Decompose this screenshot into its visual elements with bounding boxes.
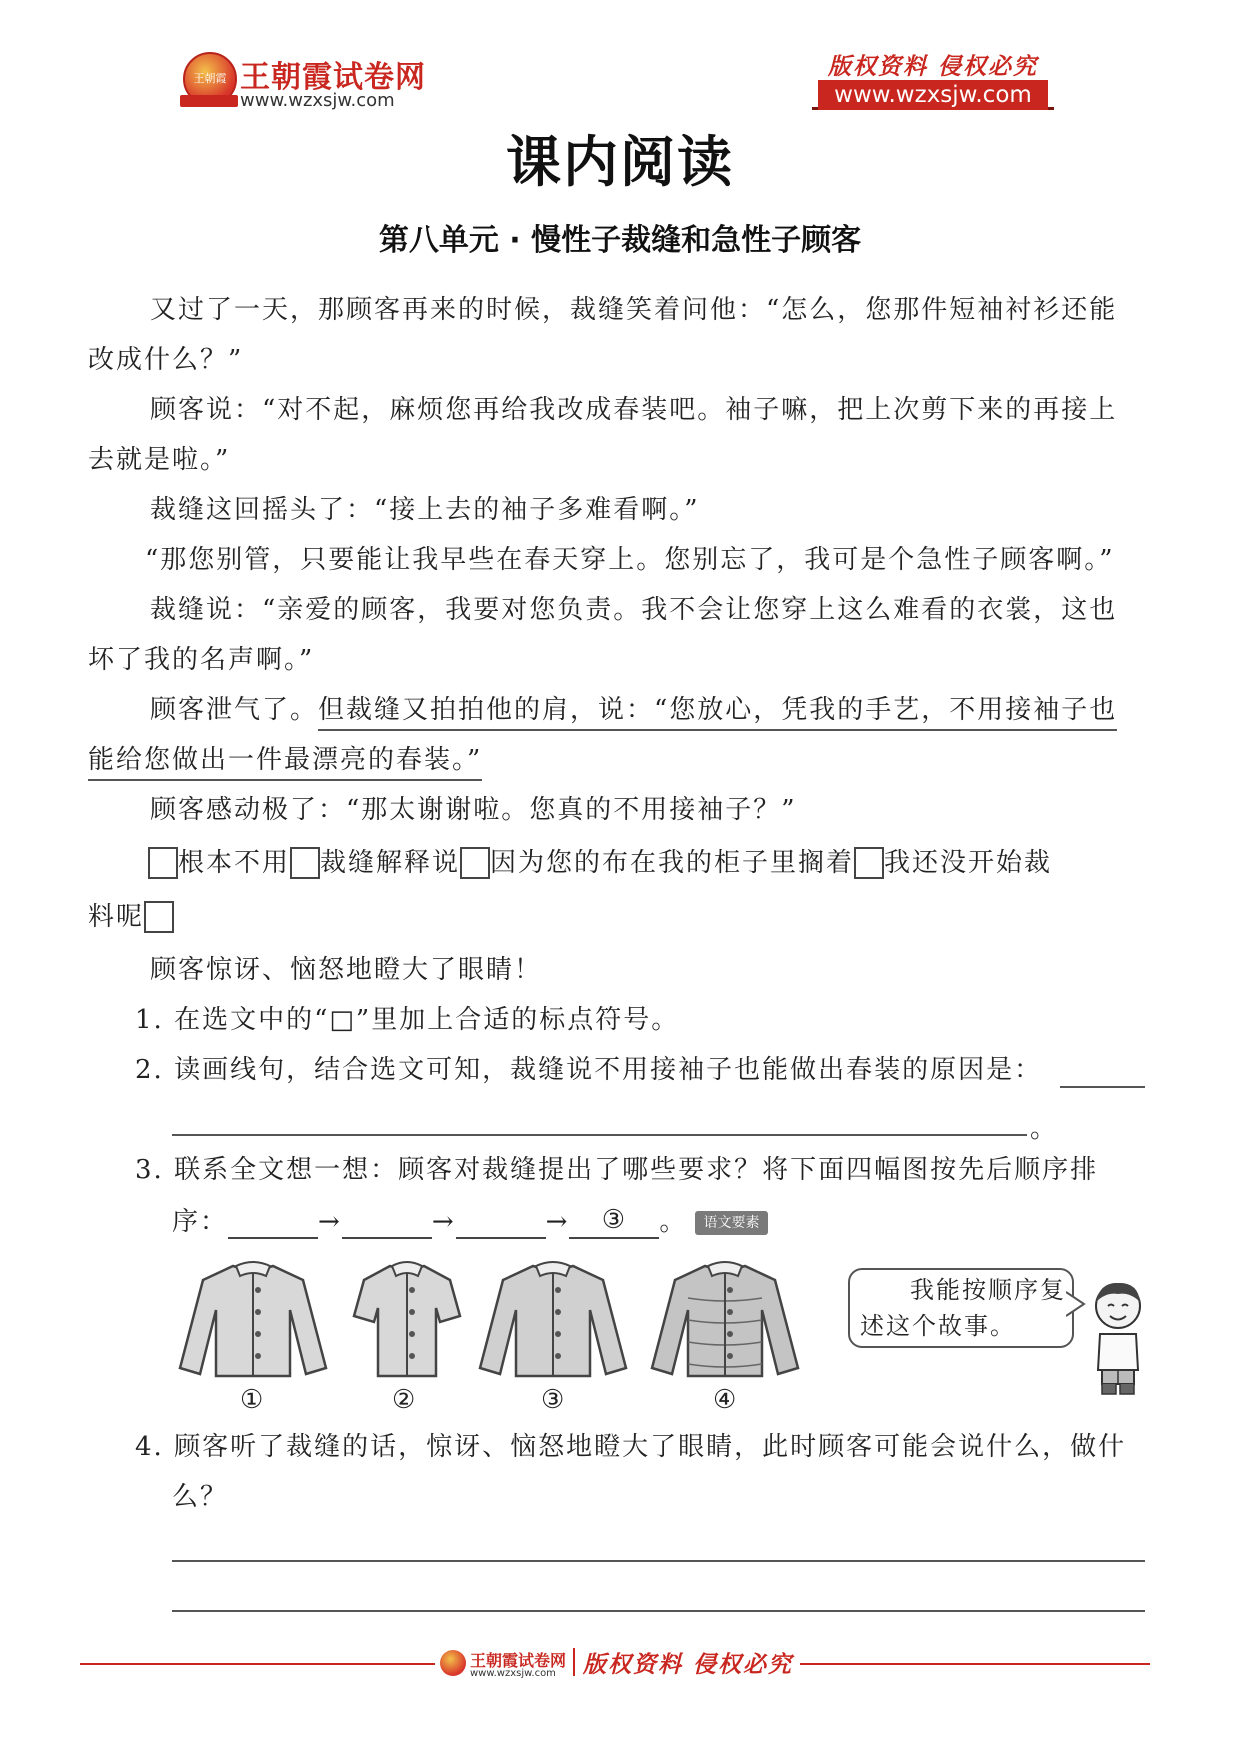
punctuation-box-3[interactable]: [460, 847, 490, 879]
answer-line-q2-a[interactable]: [1060, 1086, 1145, 1088]
question-2-period: 。: [1030, 1114, 1059, 1144]
long-sleeve-shirt-icon: [178, 1258, 328, 1383]
question-4-cont: 么？: [172, 1482, 229, 1512]
question-3: 3. 联系全文想一想：顾客对裁缝提出了哪些要求？将下面四幅图按先后顺序排: [135, 1155, 1099, 1185]
footer-brand: 王朝霞试卷网: [470, 1651, 567, 1670]
unit-title: 第八单元 · 慢性子裁缝和急性子顾客: [378, 223, 862, 258]
bubble-line-1: 我能按顺序复: [910, 1276, 1066, 1304]
figure-label-2: ②: [392, 1385, 416, 1415]
question-3-order: 序： → → → ③ 。: [172, 1205, 688, 1237]
passage-p8b: 料呢: [88, 900, 174, 934]
passage-p4: “那您别管，只要能让我早些在春天穿上。您别忘了，我可是个急性子顾客啊。”: [145, 545, 1115, 575]
spring-shirt-icon: [478, 1258, 628, 1383]
passage-p6-plain: 顾客泄气了。: [150, 695, 319, 725]
figure-label-4: ④: [713, 1385, 737, 1415]
footer-copyright: 版权资料 侵权必究: [583, 1651, 794, 1678]
answer-line-q4-b[interactable]: [172, 1610, 1145, 1612]
passage-p3: 裁缝这回摇头了：“接上去的袖子多难看啊。”: [150, 495, 700, 525]
order-blank-3[interactable]: [456, 1237, 546, 1239]
passage-p8a: 根本不用 裁缝解释说 因为您的布在我的柜子里搁着 我还没开始裁: [148, 846, 1052, 880]
boy-icon: [1088, 1278, 1148, 1398]
passage-p6b: [88, 743, 482, 777]
figure-label-1: ①: [240, 1385, 264, 1415]
footer-url: www.wzxsjw.com: [470, 1668, 556, 1679]
footer-rule-right: [800, 1663, 1150, 1665]
passage-p5b: 坏了我的名声啊。”: [88, 645, 315, 675]
punctuation-box-5[interactable]: [144, 901, 174, 933]
underlined-sentence-part1: 但裁缝又拍拍他的肩，说：“您放心，凭我的手艺，不用接袖子也: [318, 695, 1117, 731]
arrow-icon: →: [318, 1207, 342, 1237]
logo-badge-icon: 王朝霞: [183, 52, 237, 106]
footer-logo-icon: [440, 1650, 466, 1676]
padded-jacket-icon: [650, 1258, 800, 1383]
passage-p1a: 又过了一天，那顾客再来的时候，裁缝笑着问他：“怎么，您那件短袖衬衫还能: [150, 295, 1118, 325]
question-4: 4. 顾客听了裁缝的话，惊讶、恼怒地瞪大了眼睛，此时顾客可能会说什么，做什: [135, 1432, 1127, 1462]
passage-p1b: 改成什么？”: [88, 345, 244, 375]
copyright-notice: 版权资料 侵权必究: [828, 53, 1039, 80]
brand-url: www.wzxsjw.com: [240, 90, 395, 111]
punctuation-box-2[interactable]: [290, 847, 320, 879]
order-blank-1[interactable]: [228, 1237, 318, 1239]
punctuation-box-1[interactable]: [148, 847, 178, 879]
question-2: 2. 读画线句，结合选文可知，裁缝说不用接袖子也能做出春装的原因是：: [135, 1055, 1043, 1085]
logo-ribbon: [180, 95, 238, 107]
passage-p2b: 去就是啦。”: [88, 445, 231, 475]
passage-p5a: 裁缝说：“亲爱的顾客，我要对您负责。我不会让您穿上这么难看的衣裳，这也: [150, 595, 1118, 625]
figure-label-3: ③: [541, 1385, 565, 1415]
language-element-tag: 语文要素: [695, 1211, 768, 1235]
bubble-line-2: 述这个故事。: [860, 1312, 1016, 1340]
arrow-icon: →: [431, 1207, 456, 1237]
punctuation-box-4[interactable]: [854, 847, 884, 879]
page-title: 课内阅读: [505, 130, 734, 194]
url-box: www.wzxsjw.com: [818, 80, 1048, 110]
footer-rule-left: [80, 1663, 435, 1665]
footer-separator: [573, 1648, 575, 1676]
passage-p9: 顾客惊讶、恼怒地瞪大了眼睛！: [150, 955, 543, 985]
answer-line-q2-b[interactable]: [172, 1134, 1027, 1136]
order-blank-4[interactable]: ③: [569, 1203, 659, 1239]
arrow-icon: →: [545, 1207, 570, 1237]
passage-p6a: [150, 693, 1117, 727]
short-sleeve-shirt-icon: [352, 1258, 462, 1383]
passage-p2a: 顾客说：“对不起，麻烦您再给我改成春装吧。袖子嘛，把上次剪下来的再接上: [150, 395, 1118, 425]
brand-name: 王朝霞试卷网: [240, 60, 426, 95]
underlined-sentence-part2: 能给您做出一件最漂亮的春装。”: [88, 745, 482, 781]
order-blank-2[interactable]: [342, 1237, 432, 1239]
answer-line-q4-a[interactable]: [172, 1560, 1145, 1562]
question-1: 1. 在选文中的“□”里加上合适的标点符号。: [135, 1005, 680, 1035]
bubble-tail: [1066, 1290, 1086, 1320]
passage-p7: 顾客感动极了：“那太谢谢啦。您真的不用接袖子？”: [150, 795, 797, 825]
speech-bubble: [848, 1268, 1074, 1348]
